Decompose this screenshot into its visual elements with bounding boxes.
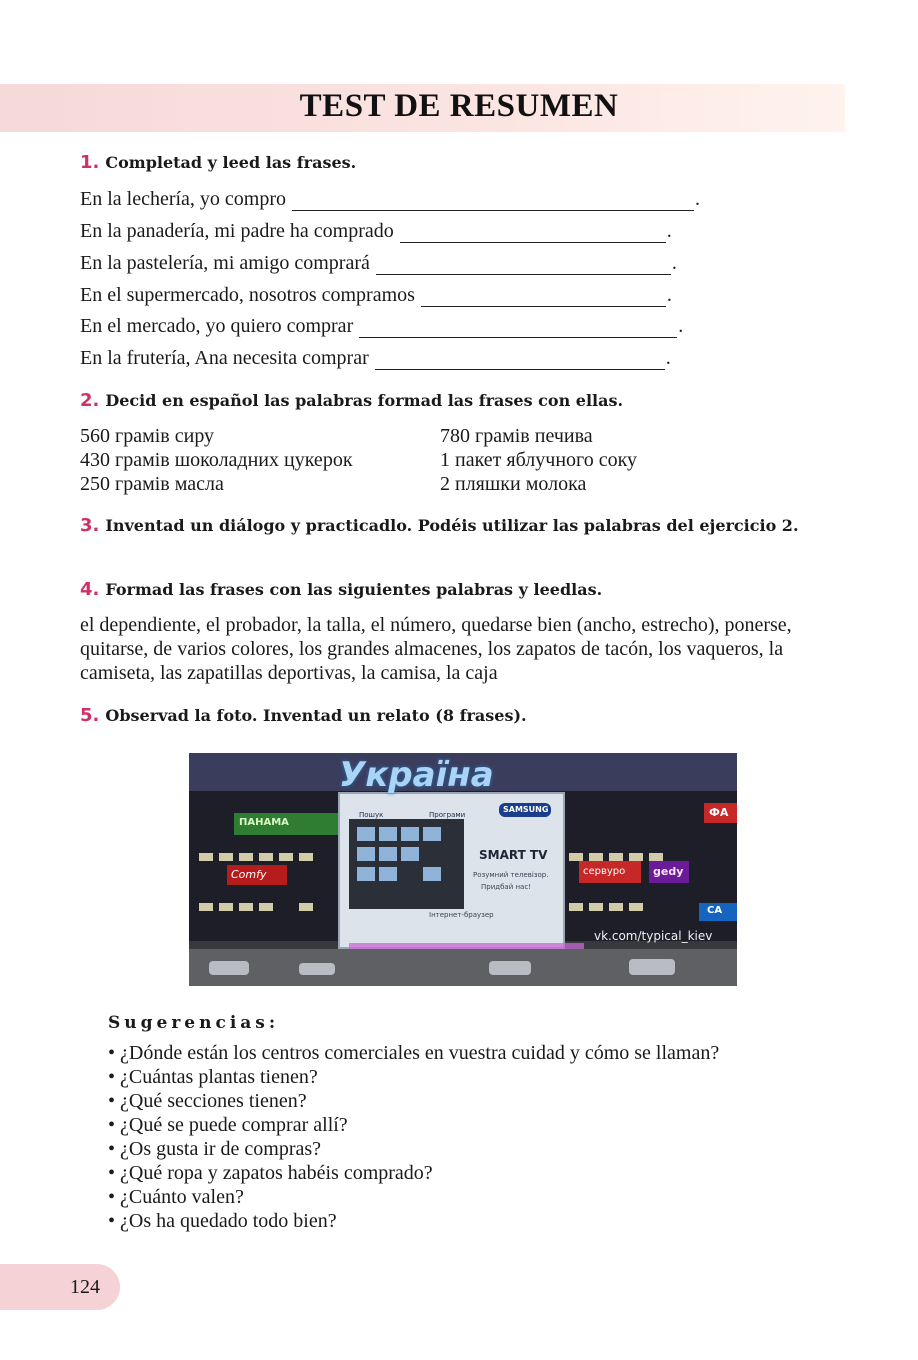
bullet: •	[108, 1162, 116, 1184]
fill-line	[80, 188, 700, 211]
task-5-heading	[80, 705, 527, 726]
bullet: •	[108, 1090, 116, 1112]
task-number: 4.	[80, 579, 100, 600]
bullet: •	[108, 1066, 116, 1088]
store-sign-text: сервуро	[583, 866, 626, 877]
fill-line	[80, 220, 672, 243]
line-end-dot: .	[665, 347, 671, 369]
billboard-tab: Програми	[429, 811, 466, 819]
task-2-heading	[80, 390, 623, 411]
blank-field[interactable]	[400, 226, 666, 243]
task-instruction: Inventad un diálogo y practicadlo. Podéis utilizar las palabras del ejercicio 2.	[105, 516, 799, 535]
list-item	[108, 1041, 719, 1065]
billboard-footer: Інтернет-браузер	[429, 911, 494, 919]
list-item: 250 грамів масла	[80, 473, 224, 495]
task-1-heading	[80, 152, 356, 173]
store-sign-text: ПАНАМА	[239, 817, 289, 828]
bullet: •	[108, 1186, 116, 1208]
billboard-slogan: Придбай нас!	[481, 883, 531, 891]
store-sign-text: ФА	[709, 806, 729, 819]
line-end-dot: .	[678, 315, 684, 337]
line-end-dot: .	[666, 284, 672, 306]
items-column-left	[80, 424, 353, 496]
list-item	[108, 1089, 719, 1113]
store-sign-text: gedy	[653, 865, 684, 878]
bullet: •	[108, 1138, 116, 1160]
task-number: 5.	[80, 705, 100, 726]
billboard-slogan: Розумний телевізор.	[473, 871, 549, 879]
list-item: 430 грамів шоколадних цукерок	[80, 449, 353, 471]
fill-line-text: En la frutería, Ana necesita comprar	[80, 347, 369, 369]
billboard-tab: Пошук	[359, 811, 384, 819]
fill-line-text: En la lechería, yo compro	[80, 188, 287, 210]
fill-line-text: En la pastelería, mi amigo comprará	[80, 252, 370, 274]
list-item: 560 грамів сиру	[80, 425, 215, 447]
billboard-product: SMART TV	[479, 848, 548, 862]
suggestion-text: ¿Qué ropa y zapatos habéis comprado?	[120, 1162, 433, 1184]
suggestion-text: ¿Dónde están los centros comerciales en vuestra cuidad y cómo se llaman?	[120, 1042, 720, 1064]
bullet: •	[108, 1210, 116, 1232]
page-title: TEST DE RESUMEN	[299, 88, 619, 124]
task-number: 1.	[80, 152, 100, 173]
blank-field[interactable]	[376, 258, 671, 275]
suggestion-text: ¿Os ha quedado todo bien?	[120, 1210, 337, 1232]
page-number: 124	[70, 1276, 100, 1298]
billboard-brand: SAMSUNG	[503, 805, 549, 814]
task-instruction: Decid en español las palabras formad las frases con ellas.	[105, 391, 624, 410]
fill-line	[80, 284, 672, 307]
task-4-heading	[80, 579, 602, 600]
list-item	[108, 1161, 719, 1185]
mall-sign: Україна	[339, 755, 494, 795]
suggestion-text: ¿Cuántas plantas tienen?	[120, 1066, 318, 1088]
list-item	[108, 1209, 719, 1233]
line-end-dot: .	[666, 220, 672, 242]
fill-line-text: En la panadería, mi padre ha comprado	[80, 220, 394, 242]
store-sign-text: Comfy	[231, 868, 267, 881]
fill-line-text: En el supermercado, nosotros compramos	[80, 284, 415, 306]
task-3-heading	[80, 515, 871, 537]
task-number: 2.	[80, 390, 100, 411]
bullet: •	[108, 1042, 116, 1064]
vocabulary-paragraph: el dependiente, el probador, la talla, el número, quedarse bien (ancho, estrecho), ponerse, quitarse, de varios colores, los grandes almacenes, los zapatos de tacón, los vaqueros, la camiseta, las zapatillas deportivas, la camisa, la caja	[80, 614, 792, 684]
list-item	[108, 1065, 719, 1089]
task-instruction: Completad y leed las frases.	[105, 153, 357, 172]
suggestions-heading: Sugerencias:	[108, 1013, 280, 1033]
page-number-tab	[0, 1264, 120, 1310]
blank-field[interactable]	[292, 194, 694, 211]
list-item	[108, 1113, 719, 1137]
line-end-dot: .	[695, 188, 701, 210]
list-item: 1 пакет яблучного соку	[440, 449, 638, 471]
list-item	[108, 1137, 719, 1161]
suggestion-text: ¿Qué se puede comprar allí?	[120, 1114, 348, 1136]
task-instruction: Observad la foto. Inventad un relato (8 frases).	[105, 706, 527, 725]
bullet: •	[108, 1114, 116, 1136]
suggestion-text: ¿Qué secciones tienen?	[120, 1090, 307, 1112]
list-item: 2 пляшки молока	[440, 473, 587, 495]
blank-field[interactable]	[359, 321, 677, 338]
suggestion-text: ¿Os gusta ir de compras?	[120, 1138, 322, 1160]
fill-line-text: En el mercado, yo quiero comprar	[80, 315, 354, 337]
suggestions-list	[108, 1041, 719, 1233]
blank-field[interactable]	[421, 290, 666, 307]
store-sign-text: СА	[707, 905, 723, 916]
suggestion-text: ¿Cuánto valen?	[120, 1186, 244, 1208]
fill-line	[80, 252, 677, 275]
list-item: 780 грамів печива	[440, 425, 593, 447]
line-end-dot: .	[671, 252, 677, 274]
items-column-right	[440, 424, 637, 496]
list-item	[108, 1185, 719, 1209]
blank-field[interactable]	[375, 353, 665, 370]
task-number: 3.	[80, 515, 100, 536]
task-instruction: Formad las frases con las siguientes palabras y leedlas.	[105, 580, 603, 599]
fill-line	[80, 315, 683, 338]
shopping-mall-photo	[189, 753, 737, 986]
photo-watermark: vk.com/typical_kiev	[594, 929, 713, 943]
fill-line	[80, 347, 671, 370]
